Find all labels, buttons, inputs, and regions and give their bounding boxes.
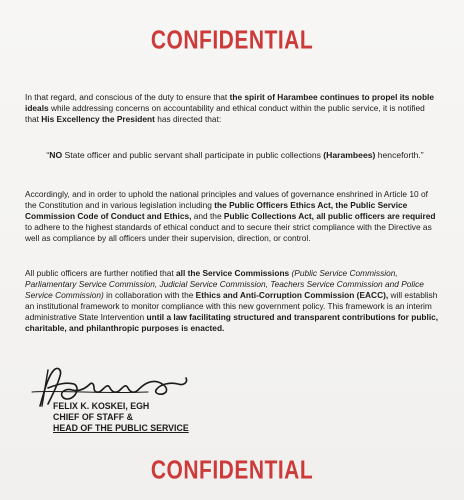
quote-mark: “ [46, 150, 50, 160]
paragraph-accordingly [25, 189, 441, 244]
bold-run: His Excellency the President [41, 114, 155, 124]
bold-run: until a law facilitating structured and transparent contributions for public, charitable, and philanthropic purposes is enacted. [25, 312, 439, 333]
bold-run: Ethics and Anti-Corruption Commission (EACC), [195, 290, 389, 300]
confidential-stamp-bottom: CONFIDENTIAL [150, 456, 314, 485]
text-run: State officer and public servant shall participate in public collections [62, 150, 324, 160]
signatory-title-1: CHIEF OF STAFF & [53, 412, 133, 422]
bold-run: NO [49, 150, 63, 160]
signatory-block [53, 401, 189, 434]
text-run: In that regard, and conscious of the duty to ensure that [25, 92, 230, 102]
signatory-name: FELIX K. KOSKEI, EGH [53, 401, 150, 411]
bold-run: Public Collections Act, all public officers are required [223, 211, 436, 221]
paragraph-intro [25, 92, 441, 125]
text-run: Accordingly, and in order to uphold the national principles and values of governance enshrined in Article 10 of the Constitution and in various legislation including [25, 189, 428, 210]
text-run: to adhere to the highest standards of ethical conduct and to secure their strict compliance with the Directive as well as compliance by all officers under their supervision, direction, or control. [25, 222, 432, 243]
text-run: has directed that: [154, 114, 222, 124]
text-run: All public officers are further notified that [25, 268, 177, 278]
bold-run: all the Service Commissions [176, 268, 290, 278]
confidential-stamp-top: CONFIDENTIAL [150, 26, 314, 55]
text-run: and the [191, 211, 224, 221]
bold-run: the spirit of Harambee continues to propel its noble ideals [25, 92, 435, 113]
text-run: while addressing concerns on accountability and ethical conduct within the public service, it is notified that [25, 103, 425, 124]
italic-run: (Public Service Commission, Parliamentary Service Commission, Judicial Service Commission, Teachers Service Commission and Police Service Commission) [25, 268, 424, 300]
text-run: in collaboration with the [103, 290, 196, 300]
bold-run: (Harambees) [323, 150, 376, 160]
signatory-title-2: HEAD OF THE PUBLIC SERVICE [53, 423, 189, 433]
text-run: will establish an institutional framework to monitor compliance with this new government policy. This framework is an interim administrative State Intervention [25, 290, 438, 322]
bold-run: the Public Officers Ethics Act, the Public Service Commission Code of Conduct and Ethics, [25, 200, 408, 221]
text-run: henceforth.” [375, 150, 424, 160]
directive-quote [40, 150, 430, 162]
paragraph-commissions [25, 268, 441, 334]
